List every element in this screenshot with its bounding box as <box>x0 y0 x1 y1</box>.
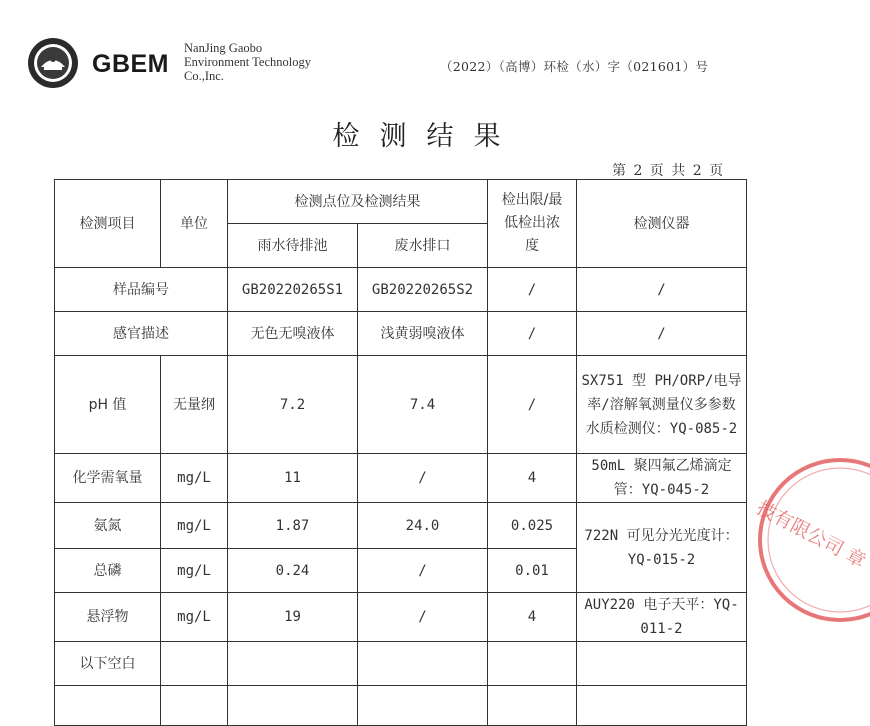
header-item: 检测项目 <box>55 180 161 268</box>
row-limit: 4 <box>488 593 577 642</box>
sensory-limit: / <box>488 312 577 356</box>
blank-row <box>55 642 747 686</box>
empty-cell <box>577 686 747 726</box>
row-unit: mg/L <box>161 549 228 593</box>
row-value-1: 0.24 <box>228 549 358 593</box>
row-item: pH 值 <box>55 356 161 454</box>
row-value-1: 7.2 <box>228 356 358 454</box>
row-unit: 无量纲 <box>161 356 228 454</box>
page-title: 检测结果 <box>332 121 521 152</box>
brand-name: GBEM <box>92 50 169 78</box>
empty-cell <box>358 686 488 726</box>
row-instrument: AUY220 电子天平：YQ-011-2 <box>577 593 747 642</box>
sensory-instrument: / <box>577 312 747 356</box>
row-item: 悬浮物 <box>55 593 161 642</box>
row-value-2: / <box>358 454 488 503</box>
row-instrument: 722N 可见分光光度计：YQ-015-2 <box>577 503 747 593</box>
row-item: 总磷 <box>55 549 161 593</box>
company-line-1: NanJing Gaobo <box>184 41 263 55</box>
empty-cell <box>228 686 358 726</box>
row-limit: 0.01 <box>488 549 577 593</box>
row-value-2: 7.4 <box>358 356 488 454</box>
header-points: 检测点位及检测结果 <box>228 180 488 224</box>
sample-id-2: GB20220265S2 <box>358 268 488 312</box>
row-unit: mg/L <box>161 503 228 549</box>
row-value-2: 24.0 <box>358 503 488 549</box>
seal-text: 技有限公司 章 <box>752 496 870 573</box>
table-row <box>55 593 747 642</box>
company-line-2: Environment Technology <box>184 55 311 69</box>
table-row <box>55 503 747 549</box>
row-limit: 4 <box>488 454 577 503</box>
empty-cell <box>577 642 747 686</box>
sensory-value-2: 浅黄弱嗅液体 <box>358 312 488 356</box>
header-instrument: 检测仪器 <box>577 180 747 268</box>
empty-cell <box>55 686 161 726</box>
sensory-label: 感官描述 <box>55 312 228 356</box>
empty-cell <box>161 642 228 686</box>
sample-instrument: / <box>577 268 747 312</box>
row-value-1: 19 <box>228 593 358 642</box>
row-value-1: 1.87 <box>228 503 358 549</box>
report-number: （2022）（高博）环检（水）字（021601）号 <box>440 59 709 74</box>
row-limit: 0.025 <box>488 503 577 549</box>
row-instrument: 50mL 聚四氟乙烯滴定管：YQ-045-2 <box>577 454 747 503</box>
trailing-row <box>55 686 747 726</box>
empty-cell <box>161 686 228 726</box>
row-item: 氨氮 <box>55 503 161 549</box>
sample-limit: / <box>488 268 577 312</box>
header-limit: 检出限/最低检出浓度 <box>488 180 577 268</box>
row-limit: / <box>488 356 577 454</box>
row-value-2: / <box>358 549 488 593</box>
row-value-1: 11 <box>228 454 358 503</box>
page-number: 第 2 页 共 2 页 <box>612 163 725 179</box>
sample-label: 样品编号 <box>55 268 228 312</box>
company-seal-stamp <box>740 455 870 625</box>
company-logo-icon <box>27 37 79 89</box>
company-name <box>184 41 311 83</box>
empty-cell <box>488 686 577 726</box>
empty-cell <box>488 642 577 686</box>
header-point-2: 废水排口 <box>358 224 488 268</box>
header-unit: 单位 <box>161 180 228 268</box>
sample-row <box>55 268 747 312</box>
header-point-1: 雨水待排池 <box>228 224 358 268</box>
row-instrument: SX751 型 PH/ORP/电导率/溶解氧测量仪多参数水质检测仪：YQ-085-2 <box>577 356 747 454</box>
empty-cell <box>228 642 358 686</box>
row-value-2: / <box>358 593 488 642</box>
empty-cell <box>358 642 488 686</box>
row-item: 化学需氧量 <box>55 454 161 503</box>
row-unit: mg/L <box>161 593 228 642</box>
sensory-value-1: 无色无嗅液体 <box>228 312 358 356</box>
header-row <box>55 180 747 224</box>
company-line-3: Co.,Inc. <box>184 69 224 83</box>
blank-label: 以下空白 <box>55 642 161 686</box>
results-table <box>54 179 747 726</box>
sensory-row <box>55 312 747 356</box>
row-unit: mg/L <box>161 454 228 503</box>
table-row <box>55 454 747 503</box>
table-row <box>55 356 747 454</box>
sample-id-1: GB20220265S1 <box>228 268 358 312</box>
